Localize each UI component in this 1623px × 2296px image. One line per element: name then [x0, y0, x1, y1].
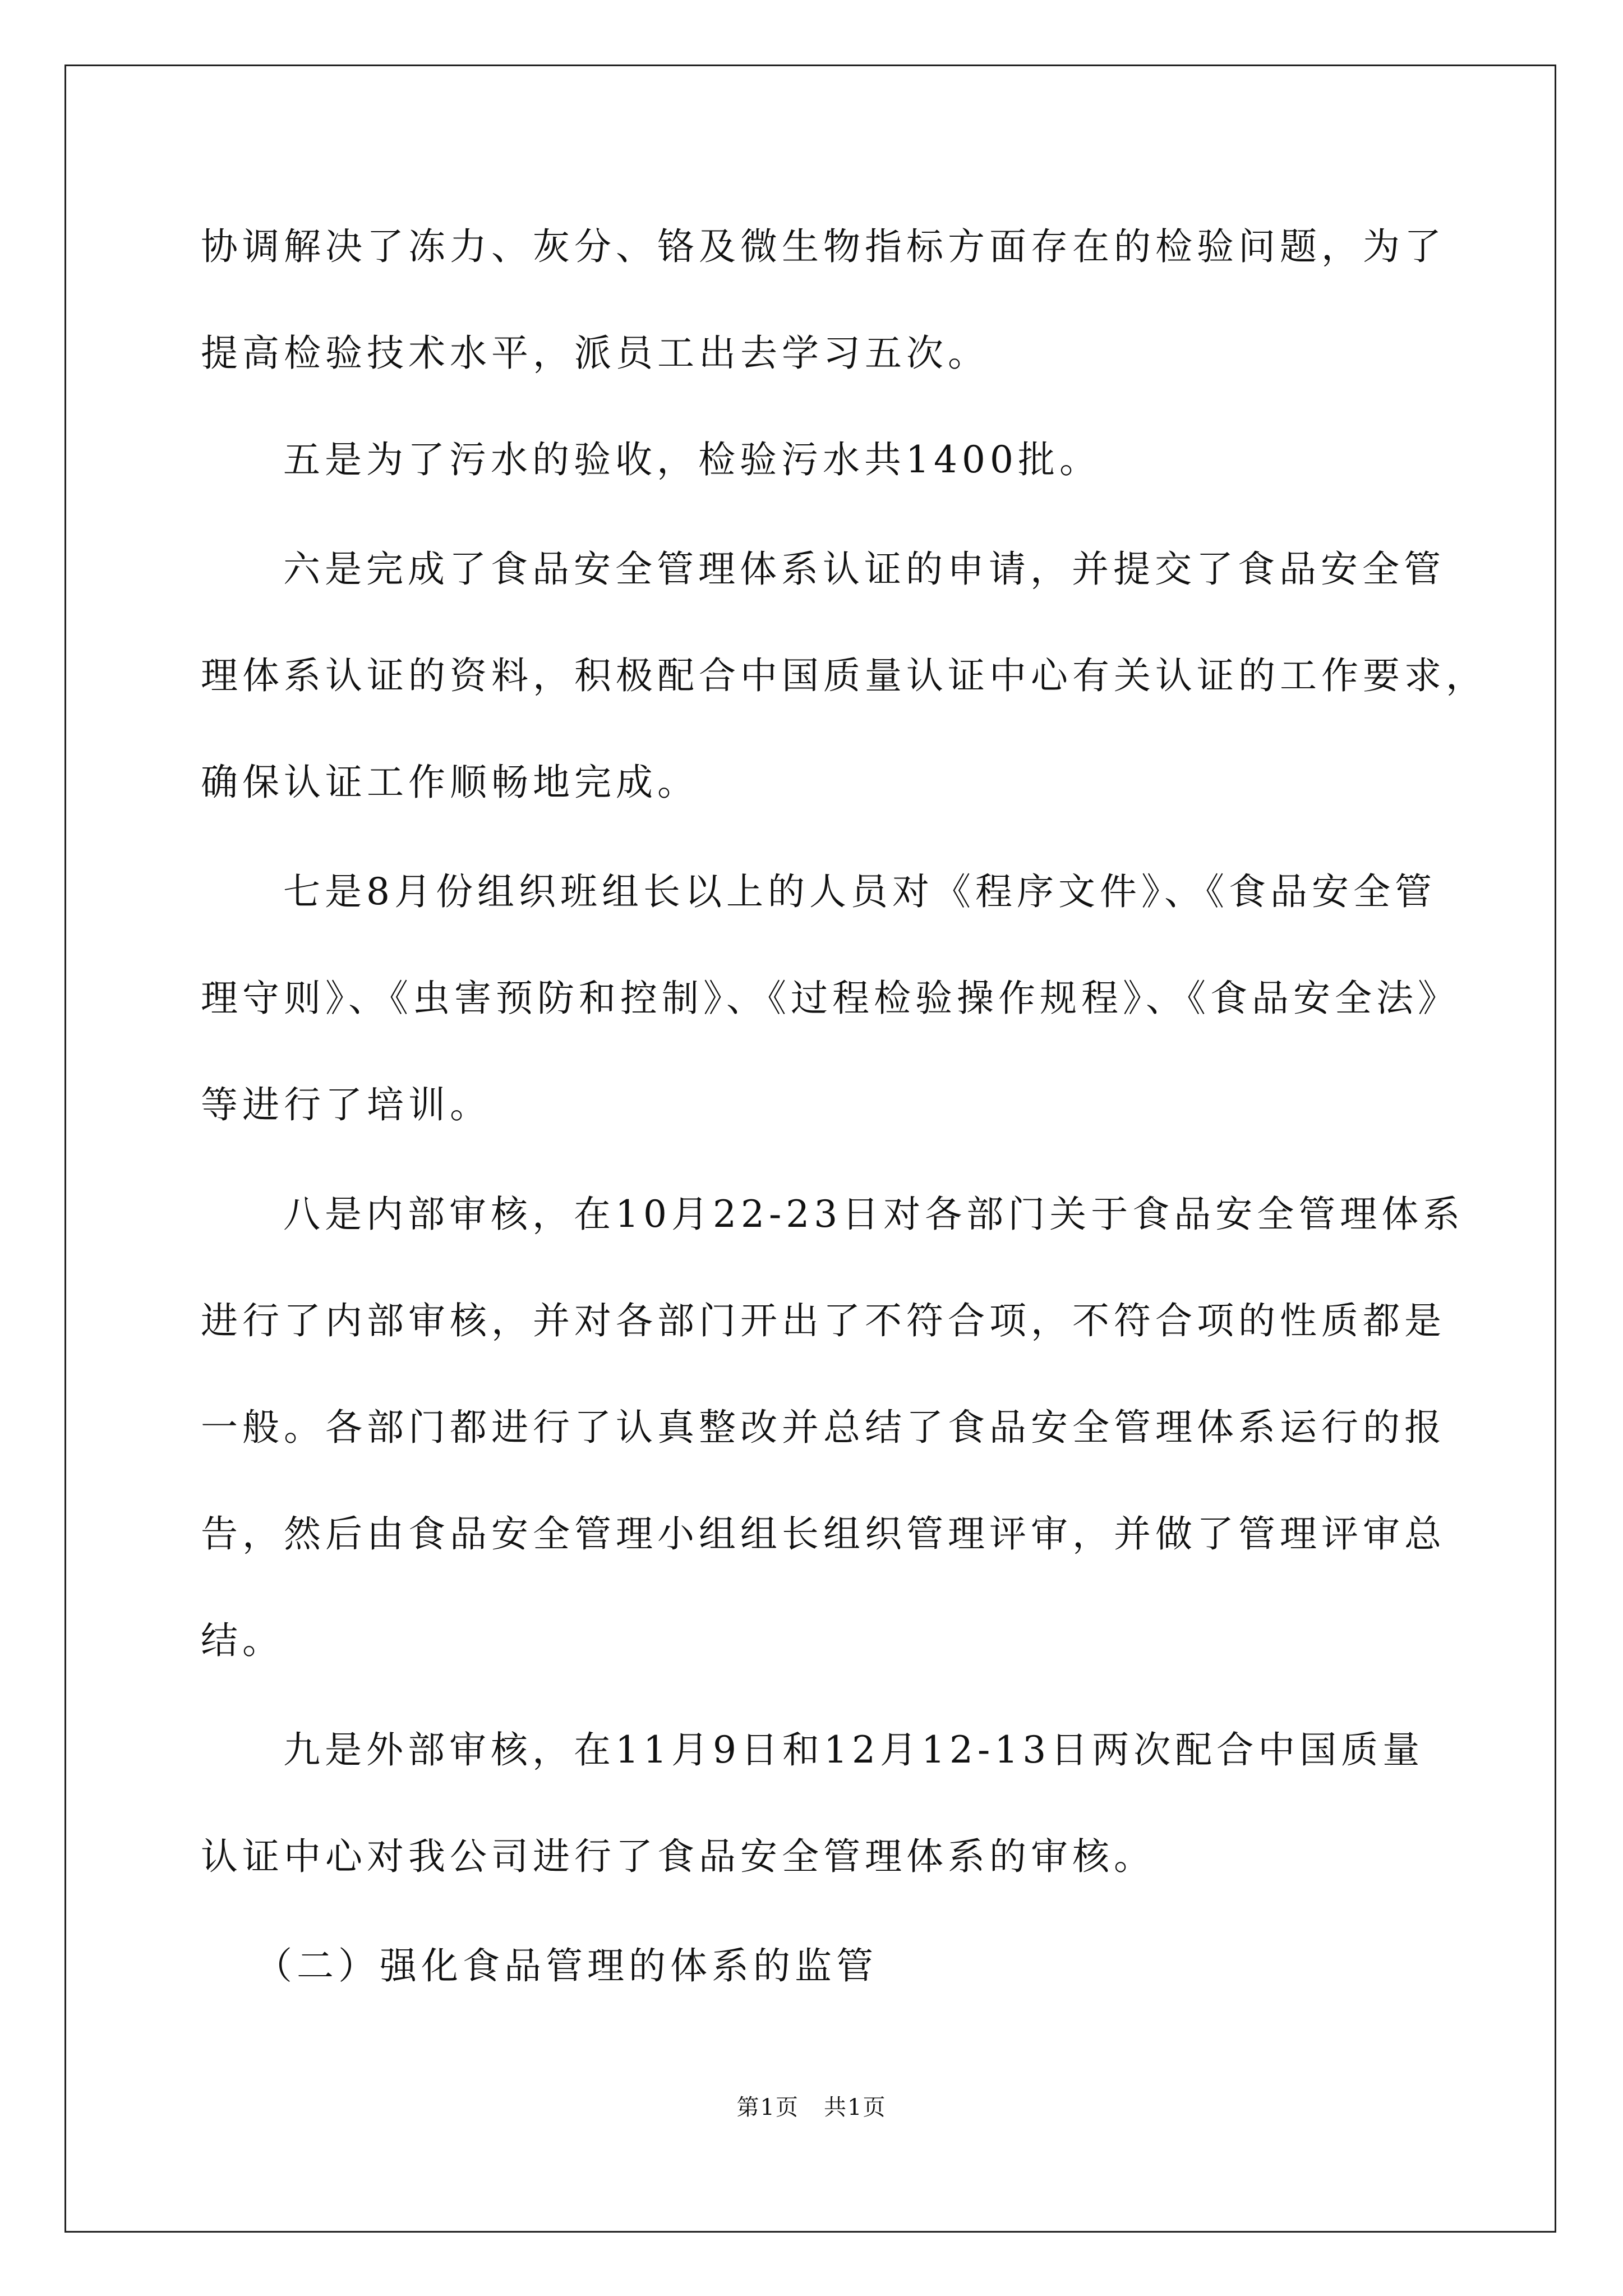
page-border: [64, 65, 1556, 2233]
body-line: 告，然后由食品安全管理小组组长组织管理评审，并做了管理评审总: [201, 1512, 1446, 1556]
body-line: 一般。各部门都进行了认真整改并总结了食品安全管理体系运行的报: [201, 1406, 1446, 1449]
body-line: 六是完成了食品安全管理体系认证的申请，并提交了食品安全管: [283, 547, 1445, 591]
body-line: 结。: [201, 1619, 284, 1662]
section-heading: （二）强化食品管理的体系的监管: [255, 1944, 878, 1987]
body-line: 协调解决了冻力、灰分、铬及微生物指标方面存在的检验问题，为了: [201, 225, 1446, 268]
body-line: 五是为了污水的验收，检验污水共1400批。: [283, 438, 1101, 481]
page-total: 共1页: [824, 2095, 887, 2120]
body-line: 七是8月份组织班组长以上的人员对《程序文件》、《食品安全管: [283, 870, 1436, 913]
body-line: 八是内部审核，在10月22-23日对各部门关于食品安全管理体系: [283, 1193, 1465, 1236]
page-number: 第1页: [736, 2095, 799, 2120]
body-line: 提高检验技术水平，派员工出去学习五次。: [201, 332, 989, 375]
body-line: 认证中心对我公司进行了食品安全管理体系的审核。: [201, 1835, 1155, 1878]
body-line: 九是外部审核，在11月9日和12月12-13日两次配合中国质量: [283, 1728, 1424, 1772]
body-line: 理体系认证的资料，积极配合中国质量认证中心有关认证的工作要求，: [201, 654, 1487, 697]
body-line: 确保认证工作顺畅地完成。: [201, 761, 699, 804]
page-footer: [0, 2093, 1623, 2122]
body-line: 进行了内部审核，并对各部门开出了不符合项，不符合项的性质都是: [201, 1299, 1446, 1342]
body-line: 理守则》、《虫害预防和控制》、《过程检验操作规程》、《食品安全法》: [201, 977, 1459, 1020]
body-line: 等进行了培训。: [201, 1083, 491, 1126]
